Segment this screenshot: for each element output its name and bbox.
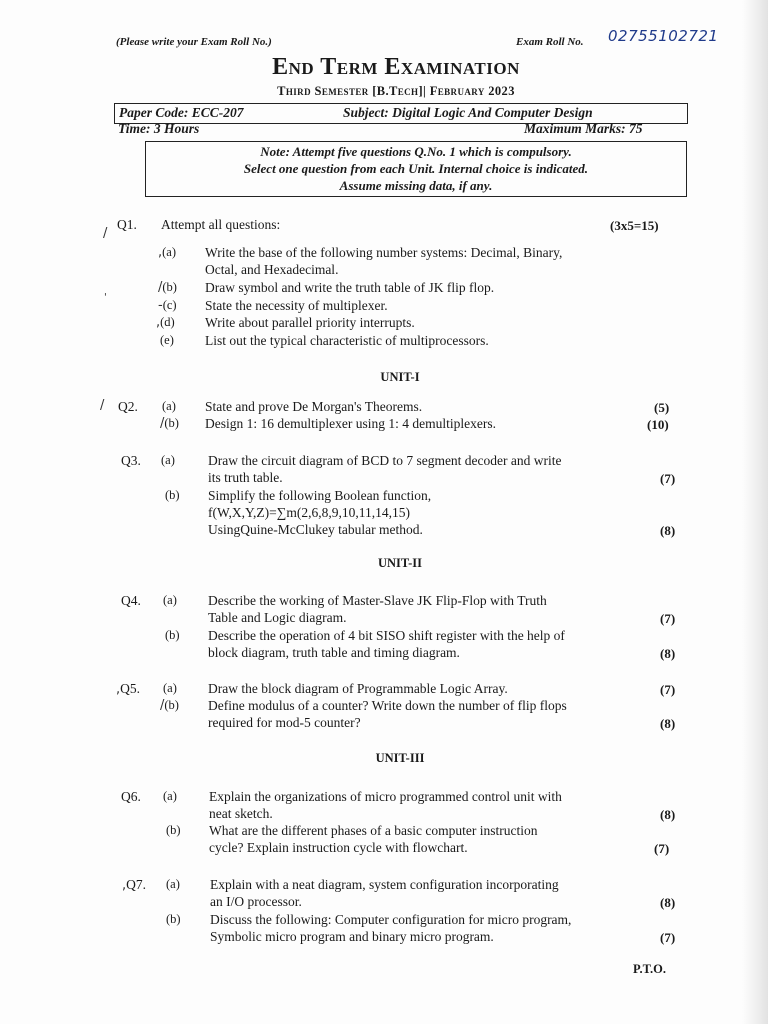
unit-3-heading: UNIT-III bbox=[375, 751, 425, 765]
q4a-line2: Table and Logic diagram. bbox=[208, 610, 347, 625]
q5b-line2: required for mod-5 counter? bbox=[208, 715, 361, 730]
q7b-marks: (7) bbox=[660, 930, 676, 945]
note-line-1: Note: Attempt five questions Q.No. 1 which is compulsory. bbox=[260, 144, 572, 159]
q1a-line1: Write the base of the following number systems: Decimal, Binary, bbox=[205, 245, 563, 260]
q6b-label: (b) bbox=[166, 823, 181, 837]
q1b-label-text: (b) bbox=[162, 280, 177, 294]
q4-number: Q4. bbox=[121, 593, 141, 608]
q5a-text: Draw the block diagram of Programmable Logic Array. bbox=[208, 681, 508, 696]
q6a-line1: Explain the organizations of micro programmed control unit with bbox=[209, 789, 562, 804]
q1e-text: List out the typical characteristic of multiprocessors. bbox=[205, 333, 489, 348]
q1a-label-text: (a) bbox=[162, 245, 177, 259]
note-line-3: Assume missing data, if any. bbox=[339, 178, 493, 193]
q7b-label: (b) bbox=[166, 912, 181, 926]
exam-roll-label-text: Exam Roll No. bbox=[516, 36, 584, 48]
q4b-line2: block diagram, truth table and timing diagram. bbox=[208, 645, 460, 660]
q1c-label: -(c) bbox=[158, 298, 177, 313]
q6a-line2: neat sketch. bbox=[209, 806, 273, 821]
q1-marks: (3x5=15) bbox=[610, 218, 659, 233]
q6b-marks: (7) bbox=[654, 841, 670, 856]
q2a-label: (a) bbox=[162, 399, 176, 413]
subject: Subject: Digital Logic And Computer Design bbox=[343, 105, 593, 120]
q2b-label-text: (b) bbox=[164, 416, 179, 430]
q4a-marks: (7) bbox=[660, 611, 676, 626]
q1a-label: ,(a) bbox=[158, 245, 177, 260]
margin-mark: ' bbox=[104, 292, 107, 303]
q5a-marks: (7) bbox=[660, 682, 676, 697]
q7a-line2: an I/O processor. bbox=[210, 894, 302, 909]
q3-number: Q3. bbox=[121, 453, 141, 468]
q5b-marks: (8) bbox=[660, 716, 676, 731]
q4b-marks: (8) bbox=[660, 646, 676, 661]
q1-text: Attempt all questions: bbox=[161, 217, 281, 232]
q7a-marks: (8) bbox=[660, 895, 676, 910]
note-box bbox=[145, 141, 687, 197]
pto-label: P.T.O. bbox=[633, 962, 666, 976]
exam-roll-label bbox=[516, 36, 584, 48]
q1-number: Q1. bbox=[117, 217, 137, 232]
q6b-line2: cycle? Explain instruction cycle with flowchart. bbox=[209, 840, 468, 855]
q7a-label: (a) bbox=[166, 877, 180, 891]
q3a-label: (a) bbox=[161, 453, 175, 467]
roll-instruction: (Please write your Exam Roll No.) bbox=[116, 36, 272, 48]
exam-time: Time: 3 Hours bbox=[118, 121, 200, 136]
q1b-label: /(b) bbox=[158, 280, 177, 295]
q1d-text: Write about parallel priority interrupts. bbox=[205, 315, 415, 330]
q3b-line1: Simplify the following Boolean function, bbox=[208, 488, 432, 503]
q7a-line1: Explain with a neat diagram, system configuration incorporating bbox=[210, 877, 559, 892]
paper-code: Paper Code: ECC-207 bbox=[119, 105, 244, 120]
exam-roll-value: 02755102721 bbox=[608, 27, 719, 45]
q5b-label: /(b) bbox=[160, 698, 179, 713]
q6-number: Q6. bbox=[121, 789, 141, 804]
q6a-label: (a) bbox=[163, 789, 177, 803]
q1d-label: ,(d) bbox=[156, 315, 175, 330]
q6a-marks: (8) bbox=[660, 807, 676, 822]
q4b-line1: Describe the operation of 4 bit SISO shift register with the help of bbox=[208, 628, 565, 643]
q3a-marks: (7) bbox=[660, 471, 676, 486]
exam-title bbox=[0, 54, 768, 81]
q7b-line2: Symbolic micro program and binary micro program. bbox=[210, 929, 494, 944]
q5a-label: (a) bbox=[163, 681, 177, 695]
q2-number: Q2. bbox=[118, 399, 138, 414]
tick-mark-q2: / bbox=[100, 398, 105, 413]
q1b-text: Draw symbol and write the truth table of JK flip flop. bbox=[205, 280, 495, 295]
q3a-line1: Draw the circuit diagram of BCD to 7 segment decoder and write bbox=[208, 453, 562, 468]
q2b-label: /(b) bbox=[160, 416, 179, 431]
tick-mark-q1: / bbox=[103, 226, 108, 241]
q2a-text: State and prove De Morgan's Theorems. bbox=[205, 399, 423, 414]
q3b-marks: (8) bbox=[660, 523, 676, 538]
page-edge-shadow bbox=[742, 0, 768, 1024]
q2a-marks: (5) bbox=[654, 400, 670, 415]
q1a-line2: Octal, and Hexadecimal. bbox=[205, 262, 339, 277]
max-marks: Maximum Marks: 75 bbox=[524, 121, 643, 136]
q7-number: ,Q7. bbox=[122, 877, 147, 893]
exam-subtitle: Third Semester [B.Tech]| February 2023 bbox=[277, 84, 515, 98]
q2b-text: Design 1: 16 demultiplexer using 1: 4 demultiplexers. bbox=[205, 416, 496, 431]
q1c-text: State the necessity of multiplexer. bbox=[205, 298, 388, 313]
q1d-label-text: (d) bbox=[160, 315, 175, 329]
q6b-line1: What are the different phases of a basic computer instruction bbox=[209, 823, 538, 838]
unit-2-heading: UNIT-II bbox=[377, 556, 422, 570]
q5b-line1: Define modulus of a counter? Write down the number of flip flops bbox=[208, 698, 567, 713]
q4a-label: (a) bbox=[163, 593, 177, 607]
q5-number-text: Q5. bbox=[120, 681, 141, 696]
q3b-label: (b) bbox=[165, 488, 180, 502]
q3b-line2: f(W,X,Y,Z)=∑m(2,6,8,9,10,11,14,15) bbox=[208, 505, 410, 520]
q7b-line1: Discuss the following: Computer configuration for micro program, bbox=[210, 912, 572, 927]
q4b-label: (b) bbox=[165, 628, 180, 642]
q5-number: ,Q5. bbox=[116, 681, 141, 697]
q1e-label: (e) bbox=[160, 333, 174, 347]
q4a-line1: Describe the working of Master-Slave JK Flip-Flop with Truth bbox=[208, 593, 547, 608]
q2b-marks: (10) bbox=[647, 417, 669, 432]
q3a-line2: its truth table. bbox=[208, 470, 283, 485]
q1c-label-text: (c) bbox=[162, 298, 177, 312]
note-line-2: Select one question from each Unit. Internal choice is indicated. bbox=[243, 161, 589, 176]
q3b-line3: UsingQuine-McClukey tabular method. bbox=[208, 522, 423, 537]
q5b-label-text: (b) bbox=[164, 698, 179, 712]
unit-1-heading: UNIT-I bbox=[380, 370, 420, 384]
q7-number-text: Q7. bbox=[126, 877, 147, 892]
exam-title-text: End Term Examination bbox=[272, 54, 520, 80]
